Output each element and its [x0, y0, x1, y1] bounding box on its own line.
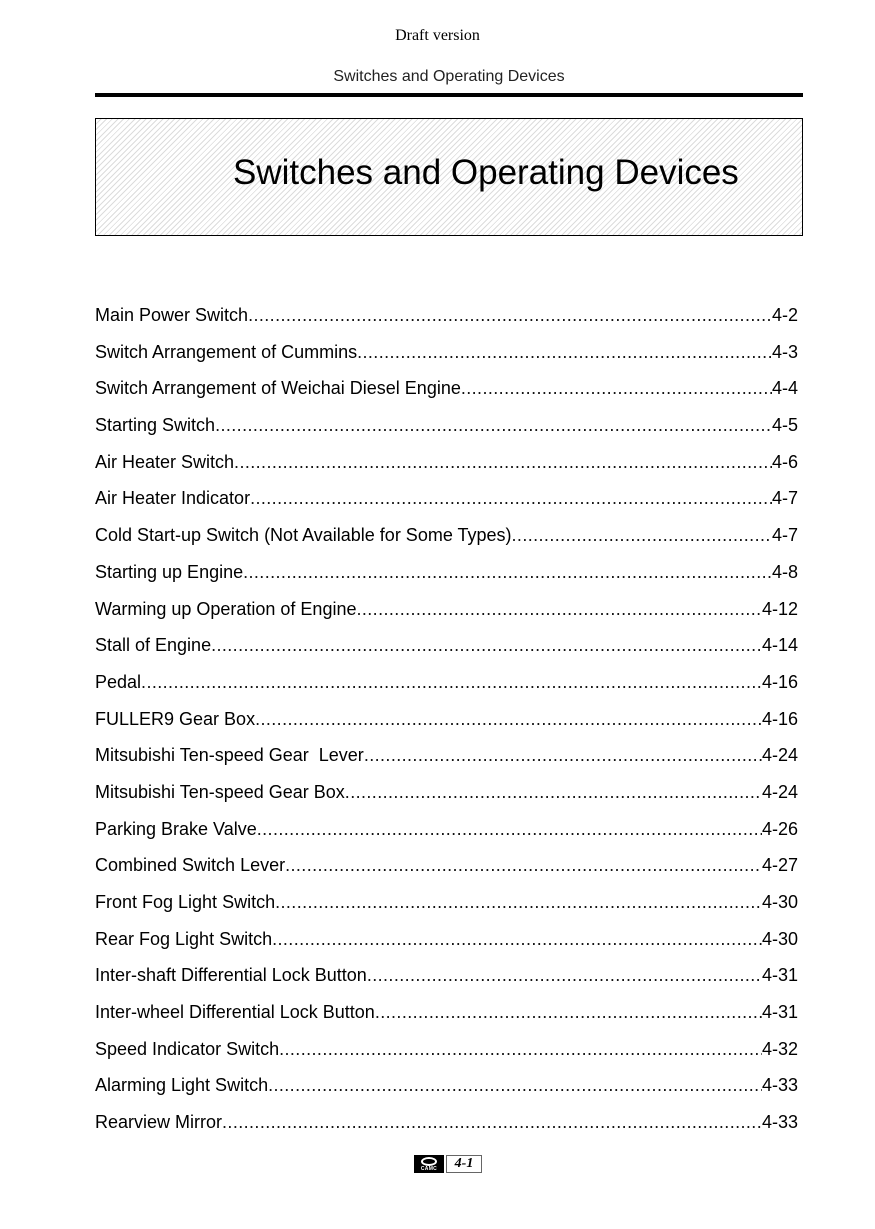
toc-entry-title: Cold Start-up Switch (Not Available for Some Types)	[95, 525, 512, 546]
toc-dot-leader	[345, 777, 762, 807]
toc-entry-title: Speed Indicator Switch	[95, 1038, 280, 1059]
toc-entry[interactable]	[95, 1034, 798, 1071]
toc-dot-leader	[211, 630, 762, 660]
toc-entry-page: 4-8	[771, 561, 798, 582]
toc-dot-leader	[248, 300, 772, 330]
toc-entry-title: Combined Switch Lever	[95, 855, 286, 876]
toc-entry[interactable]	[95, 924, 798, 961]
toc-entry-title: Mitsubishi Ten-speed Gear Lever	[95, 745, 364, 766]
toc-dot-leader	[279, 1034, 762, 1064]
toc-entry-page: 4-7	[771, 525, 798, 546]
toc-entry-title: Front Fog Light Switch	[95, 892, 276, 912]
toc-entry[interactable]	[95, 337, 798, 374]
toc-dot-leader	[367, 960, 762, 990]
logo-text: CAMC	[420, 1165, 438, 1172]
toc-entry-title: Starting up Engine	[95, 561, 244, 582]
toc-entry-title: Main Power Switch	[95, 305, 249, 325]
toc-entry[interactable]	[95, 667, 798, 704]
toc-dot-leader	[243, 557, 772, 587]
toc-entry-title: Stall of Engine	[95, 635, 212, 656]
toc-entry-page: 4-32	[761, 1038, 798, 1059]
toc-dot-leader	[222, 1107, 762, 1137]
toc-dot-leader	[364, 740, 762, 770]
toc-entry-page: 4-5	[771, 415, 798, 436]
toc-entry[interactable]	[95, 814, 798, 851]
toc-entry-page: 4-26	[761, 818, 798, 839]
toc-dot-leader	[356, 594, 761, 624]
toc-entry-page: 4-24	[761, 781, 798, 802]
toc-dot-leader	[141, 667, 762, 697]
toc-dot-leader	[275, 887, 762, 917]
running-header: Switches and Operating Devices	[333, 68, 565, 85]
toc-entry-page: 4-2	[771, 305, 798, 325]
toc-entry-title: Starting Switch	[95, 415, 216, 436]
toc-dot-leader	[357, 337, 772, 367]
toc-dot-leader	[461, 373, 772, 403]
toc-entry[interactable]	[95, 447, 798, 484]
toc-entry[interactable]	[95, 630, 798, 667]
table-of-contents	[95, 300, 798, 1144]
toc-entry-title: Rear Fog Light Switch	[95, 928, 273, 949]
toc-entry-title: Mitsubishi Ten-speed Gear Box	[95, 781, 345, 802]
toc-dot-leader	[268, 1070, 762, 1100]
toc-entry-page: 4-24	[761, 745, 798, 766]
toc-entry-title: Pedal	[95, 671, 142, 692]
toc-entry[interactable]	[95, 704, 798, 741]
toc-entry-page: 4-16	[761, 708, 798, 729]
toc-entry[interactable]	[95, 520, 798, 557]
toc-dot-leader	[272, 924, 762, 954]
page-number: 4-1	[446, 1155, 482, 1173]
toc-entry[interactable]	[95, 997, 798, 1034]
toc-entry[interactable]	[95, 594, 798, 631]
page-footer	[414, 1155, 482, 1173]
toc-entry-page: 4-7	[771, 488, 798, 509]
toc-entry-page: 4-33	[761, 1112, 798, 1133]
toc-entry-title: Parking Brake Valve	[95, 818, 257, 839]
toc-dot-leader	[250, 483, 772, 513]
toc-entry-title: Switch Arrangement of Cummins	[95, 341, 358, 362]
toc-dot-leader	[285, 850, 762, 880]
toc-entry-page: 4-30	[761, 892, 798, 912]
toc-entry-page: 4-4	[771, 378, 798, 399]
toc-dot-leader	[375, 997, 762, 1027]
toc-entry-title: FULLER9 Gear Box	[95, 708, 256, 729]
toc-entry-title: Air Heater Indicator	[95, 488, 251, 509]
toc-entry[interactable]	[95, 777, 798, 814]
toc-entry[interactable]	[95, 373, 798, 410]
toc-entry-title: Air Heater Switch	[95, 451, 235, 472]
toc-entry-page: 4-3	[771, 341, 798, 362]
toc-entry[interactable]	[95, 850, 798, 887]
toc-entry-title: Rearview Mirror	[95, 1112, 223, 1133]
chapter-title: Switches and Operating Devices	[233, 153, 739, 192]
toc-entry-page: 4-6	[771, 451, 798, 472]
toc-entry[interactable]	[95, 887, 798, 924]
toc-entry[interactable]	[95, 960, 798, 997]
toc-entry-page: 4-14	[761, 635, 798, 656]
toc-entry-page: 4-27	[761, 855, 798, 876]
draft-label: Draft version	[395, 27, 480, 44]
toc-entry-page: 4-33	[761, 1075, 798, 1096]
toc-entry[interactable]	[95, 410, 798, 447]
toc-entry[interactable]	[95, 1070, 798, 1107]
header-rule	[95, 93, 803, 97]
logo-emblem	[421, 1157, 437, 1166]
toc-entry-page: 4-31	[761, 965, 798, 986]
toc-entry[interactable]	[95, 740, 798, 777]
toc-dot-leader	[255, 704, 762, 734]
chapter-title-box	[95, 118, 803, 236]
toc-dot-leader	[257, 814, 762, 844]
toc-entry[interactable]	[95, 1107, 798, 1144]
toc-dot-leader	[215, 410, 772, 440]
toc-entry[interactable]	[95, 300, 798, 337]
toc-dot-leader	[512, 520, 772, 550]
toc-entry-title: Inter-shaft Differential Lock Button	[95, 965, 367, 986]
toc-entry-title: Alarming Light Switch	[95, 1075, 269, 1096]
toc-dot-leader	[234, 447, 772, 477]
toc-entry-title: Warming up Operation of Engine	[95, 598, 357, 619]
toc-entry-title: Switch Arrangement of Weichai Diesel Engine	[95, 378, 461, 399]
toc-entry[interactable]	[95, 483, 798, 520]
toc-entry-page: 4-30	[761, 928, 798, 949]
toc-entry-page: 4-31	[761, 1002, 798, 1023]
toc-entry-page: 4-12	[761, 598, 798, 619]
camc-logo-icon	[414, 1155, 444, 1173]
toc-entry-title: Inter-wheel Differential Lock Button	[95, 1002, 375, 1023]
toc-entry[interactable]	[95, 557, 798, 594]
toc-entry-page: 4-16	[761, 671, 798, 692]
